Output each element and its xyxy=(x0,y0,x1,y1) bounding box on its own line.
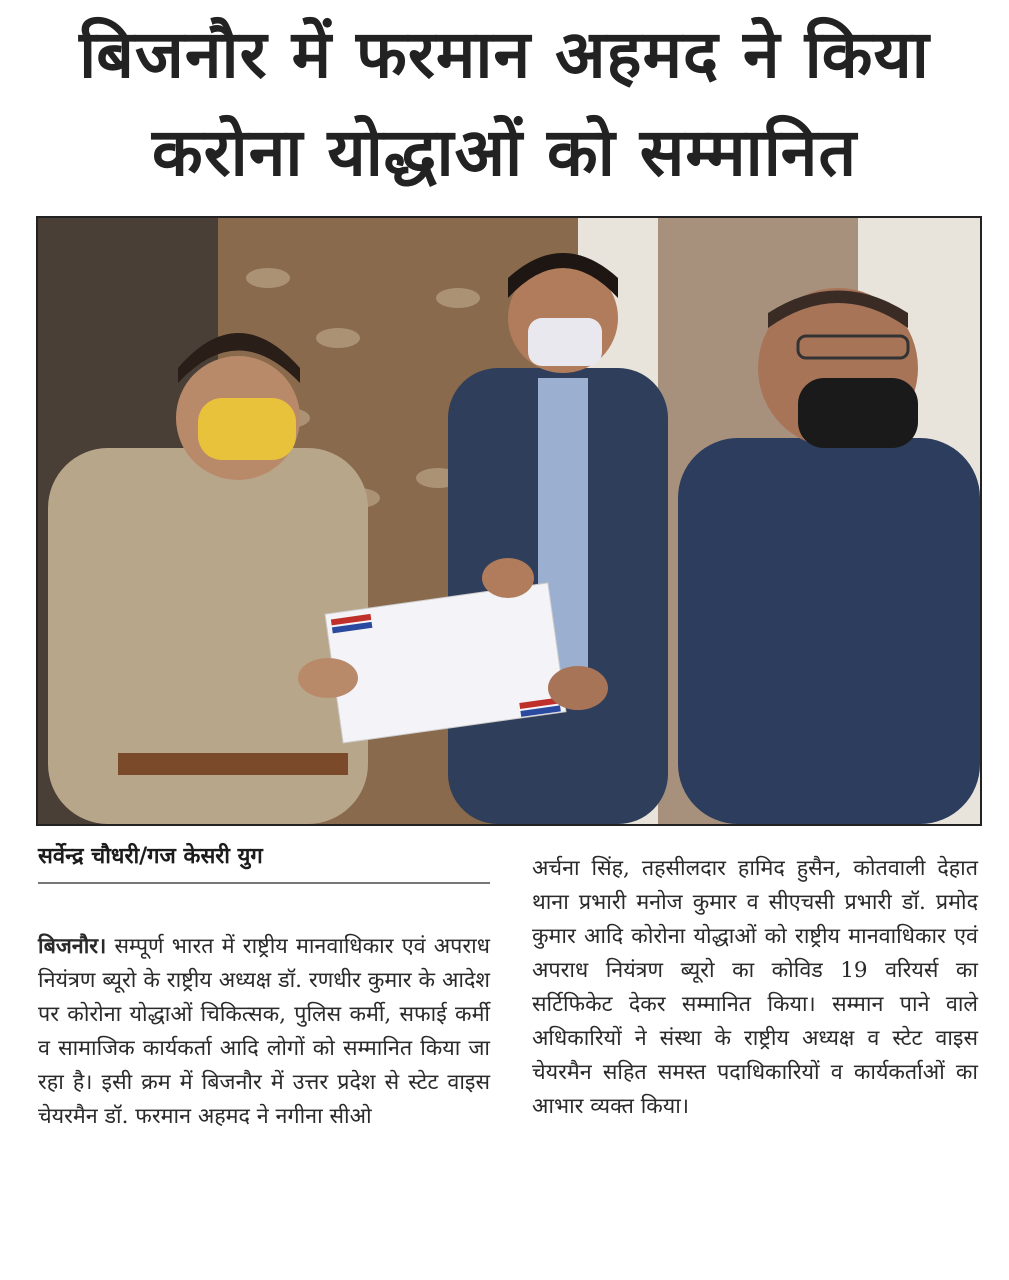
article-body-left: सम्पूर्ण भारत में राष्ट्रीय मानवाधिकार एवं अपराध नियंत्रण ब्यूरो के राष्ट्रीय अध्यक्ष डॉ. रणधीर कुमार के आदेश पर कोरोना योद्धाओं चिकित्सक, पुलिस कर्मी, सफाई कर्मी व सामाजिक कार्यकर्ता आदि लोगों को सम्मानित किया जा रहा है। इसी क्रम में बिजनौर में उत्तर प्रदेश से स्टेट वाइस चेयरमैन डॉ. फरमान अहमद ने नगीना सीओ xyxy=(38,934,490,1129)
news-photo xyxy=(36,216,982,826)
article-column-left xyxy=(38,930,490,1134)
officer-mask xyxy=(198,398,296,460)
byline: सर्वेन्द्र चौधरी/गज केसरी युग xyxy=(38,840,490,884)
headline-line-2: करोना योद्धाओं को सम्मानित xyxy=(151,114,858,191)
dateline: बिजनौर। xyxy=(38,934,107,959)
article-body-right: अर्चना सिंह, तहसीलदार हामिद हुसैन, कोतवाली देहात थाना प्रभारी मनोज कुमार व सीएचसी प्रभारी डॉ. प्रमोद कुमार आदि कोरोना योद्धाओं को राष्ट्रीय मानवाधिकार एवं अपराध नियंत्रण ब्यूरो का कोविड 19 वरियर्स का सर्टिफिकेट देकर सम्मानित किया। सम्मान पाने वाले अधिकारियों ने संस्था के राष्ट्रीय अध्यक्ष व स्टेट वाइस चेयरमैन सहित समस्त पदाधिकारियों व कार्यकर्ताओं का आभार व्यक्त किया। xyxy=(532,856,978,1119)
suit-man-hand xyxy=(482,558,534,598)
officer-belt xyxy=(118,753,348,775)
officer-hand xyxy=(298,658,358,698)
headline-line-1: बिजनौर में फरमान अहमद ने किया xyxy=(79,16,930,93)
blue-shirt-man-hand xyxy=(548,666,608,710)
suit-man-mask xyxy=(528,318,602,366)
blue-shirt-man-mask xyxy=(798,378,918,448)
blue-shirt-man-body xyxy=(678,438,980,824)
photo-illustration xyxy=(38,218,980,824)
article-column-right xyxy=(532,852,978,1124)
headline xyxy=(0,6,1009,202)
